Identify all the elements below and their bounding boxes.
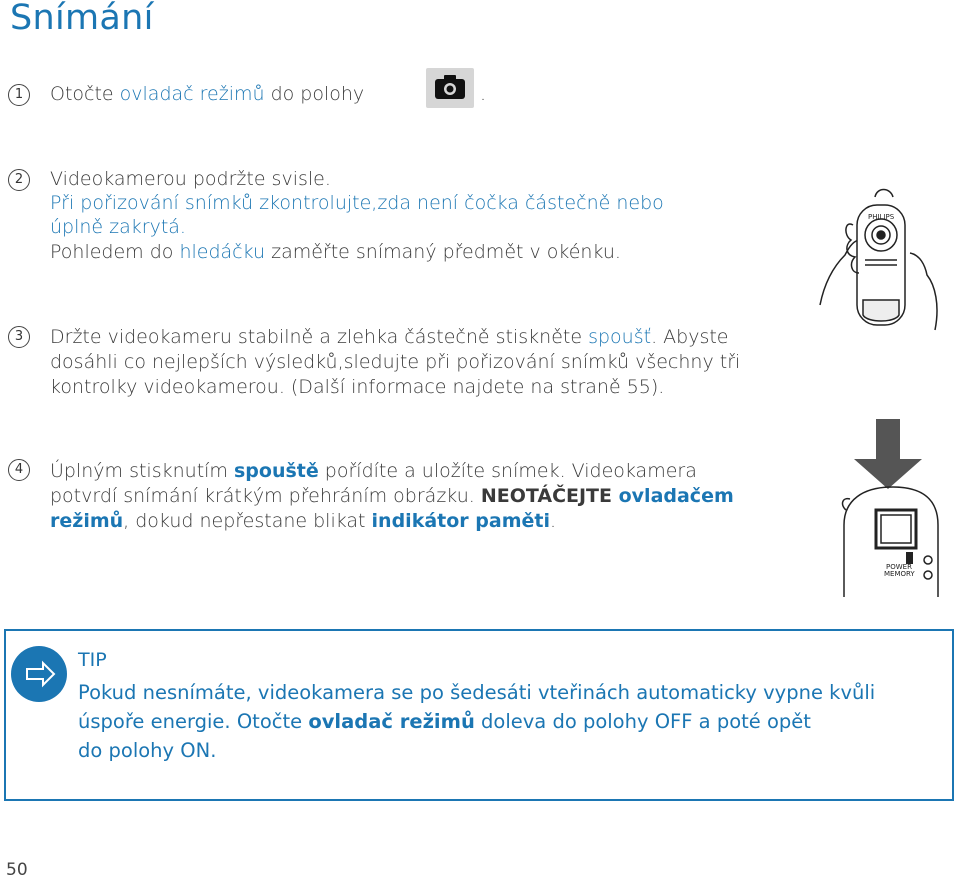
shutter-press-illustration <box>838 415 948 600</box>
step-text-part: potvrdí snímání krátkým přehráním obrázku. <box>50 485 481 507</box>
step-line: dosáhli co nejlepších výsledků,sledujte při pořizování snímků všechny tři <box>50 351 741 373</box>
viewfinder-term: hledáčku <box>179 241 266 263</box>
step-line: kontrolky videokamerou. (Další informace najdete na straně 55). <box>50 376 665 398</box>
step-text-part: Pohledem do <box>50 241 180 263</box>
camera-mode-icon <box>426 68 474 108</box>
warning-term: NEOTÁČEJTE <box>480 485 612 507</box>
step-text-part: Držte videokameru stabilně a zlehka částečně stiskněte <box>50 326 589 348</box>
step-line <box>50 325 728 350</box>
brand-label: PHILIPS <box>868 213 895 221</box>
power-label: POWER <box>886 563 912 571</box>
step-text-part: pořídíte a uložíte snímek. Videokamera <box>318 460 697 482</box>
shutter-term: spouště <box>233 460 319 482</box>
step-line: Videokamerou podržte svisle. <box>50 168 331 190</box>
mode-dial-term: ovladač režimů <box>119 83 265 105</box>
tip-badge <box>11 646 67 702</box>
step-text-part: Úplným stisknutím <box>50 460 234 482</box>
mode-dial-term: režimů <box>50 510 124 532</box>
memory-label: MEMORY <box>884 570 915 578</box>
step-line <box>50 240 621 265</box>
tip-body <box>78 678 875 765</box>
tip-line: do polohy ON. <box>78 739 217 762</box>
page-title: Snímání <box>10 0 154 38</box>
step-number: 4 <box>8 459 30 481</box>
step-trailing: . <box>480 83 487 105</box>
tip-line: Pokud nesnímáte, videokamera se po šedesáti vteřinách automaticky vypne kvůli <box>78 681 876 704</box>
camcorder-hand-illustration <box>815 185 955 335</box>
tip-text-part: doleva do polohy OFF a poté opět <box>474 710 811 733</box>
memory-indicator-term: indikátor paměti <box>371 510 550 532</box>
step-number: 3 <box>8 326 30 348</box>
step-line <box>50 509 556 534</box>
mode-dial-term: ovladačem <box>612 485 734 507</box>
step-text-part: . <box>549 510 557 532</box>
step-text-part: do polohy <box>264 83 365 105</box>
step-line: úplně zakrytá. <box>50 216 186 238</box>
mode-dial-term: ovladač režimů <box>308 710 475 733</box>
step-text-part: , dokud nepřestane blikat <box>123 510 372 532</box>
step-line: Při pořizování snímků zkontrolujte,zda není čočka částečně nebo <box>50 192 664 214</box>
tip-box <box>4 629 954 801</box>
arrow-right-icon <box>11 646 67 702</box>
step-number: 2 <box>8 169 30 191</box>
page-number: 50 <box>6 860 28 880</box>
tip-line <box>78 707 875 736</box>
step-text <box>50 82 364 107</box>
tip-text-part: úspoře energie. Otočte <box>78 710 309 733</box>
camera-icon <box>426 68 474 108</box>
step-line <box>50 459 697 484</box>
step-number: 1 <box>8 84 30 106</box>
step-line <box>50 484 734 509</box>
step-text-part: Otočte <box>50 83 120 105</box>
step-text-part: . Abyste <box>651 326 729 348</box>
tip-title: TIP <box>78 649 107 671</box>
step-text-part: zaměřte snímaný předmět v okénku. <box>265 241 621 263</box>
shutter-term: spoušť <box>588 326 652 348</box>
